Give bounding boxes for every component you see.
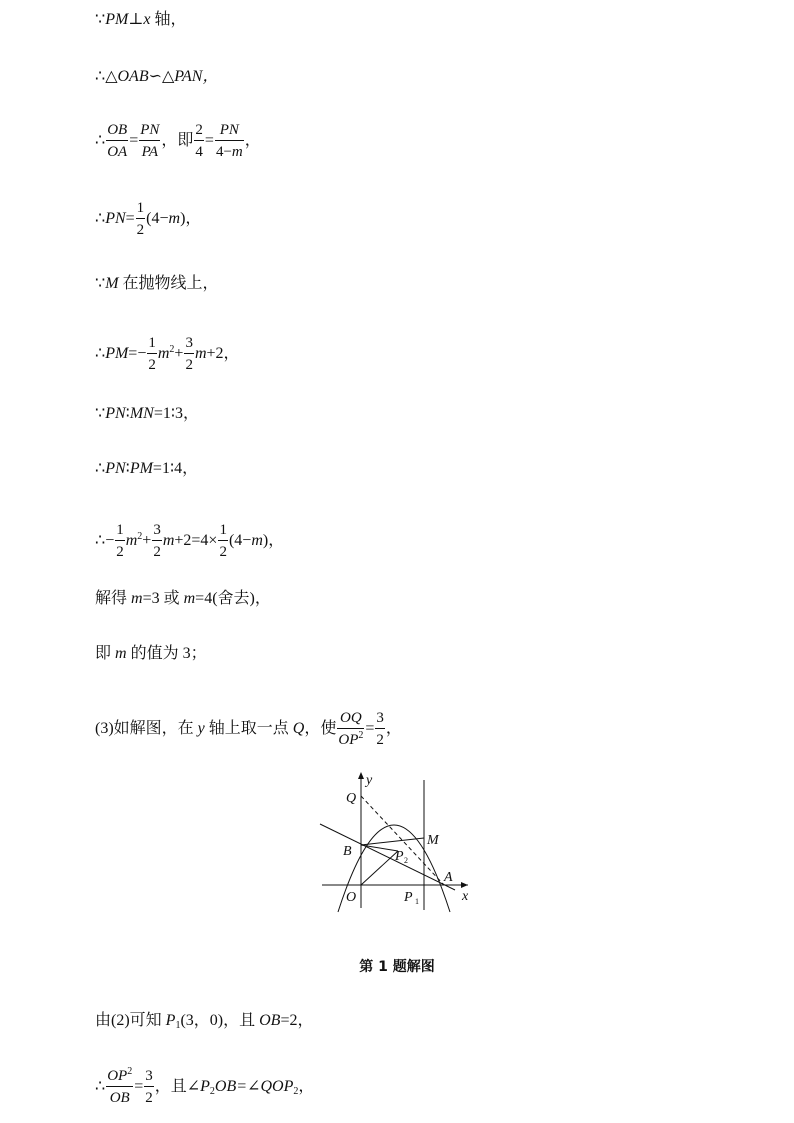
fraction: $\frac{PN}{PA}$ <box>140 122 160 160</box>
label-q: Q <box>346 791 357 806</box>
line-7: ∵PN∶MN=1∶3， <box>95 405 200 422</box>
fraction: $\frac{1}{2}$ <box>219 522 227 560</box>
line-1: ∵PM⊥x 轴， <box>95 11 187 28</box>
fraction: $\frac{3}{2}$ <box>145 1068 153 1106</box>
line-bp2 <box>361 845 398 851</box>
line-2: ∴△OAB∽△PAN， <box>95 68 219 85</box>
line-9: ∴− $\frac{1}{2}$ $m^2+$ $\frac{3}{2}$ m+2=4× $\frac{1}{2}$ (4−m)， <box>95 520 284 563</box>
line-11: 即 m 的值为 3； <box>95 645 207 662</box>
line-bm <box>361 838 424 845</box>
line-4: ∴PN= $\frac{1}{2}$ (4−m)， <box>95 198 201 241</box>
line-6: ∴PM=− $\frac{1}{2}$ $m^2+$ $\frac{3}{2}$ m+2， <box>95 333 240 376</box>
x-axis-arrow <box>461 882 468 888</box>
line-op2 <box>361 851 398 885</box>
fraction: $\frac{3}{2}$ <box>185 335 193 373</box>
fraction: $\frac{PN}{4-m}$ <box>215 122 243 160</box>
parabola-figure <box>300 766 480 916</box>
line-8: ∴PN∶PM=1∶4， <box>95 460 199 477</box>
line-3: ∴ $\frac{OB}{OA}$ = $\frac{PN}{PA}$ ，即 $\frac{2}{4}$ = $\frac{PN}{4-m}$ ， <box>95 120 261 163</box>
fraction: $\frac{OP^2}{OB}$ <box>107 1066 133 1106</box>
line-10: 解得 m=3 或 m=4(舍去)， <box>95 590 271 607</box>
label-p2-sub: 2 <box>404 856 408 865</box>
fraction: $\frac{OQ}{OP^2}$ <box>338 710 364 748</box>
line-14: ∴ $\frac{OP^2}{OB}$ = $\frac{3}{2}$ ，且$\angle P_2OB=\angle QOP_2$， <box>95 1066 314 1109</box>
fraction: $\frac{1}{2}$ <box>136 200 145 238</box>
label-b: B <box>343 844 352 859</box>
fraction: $\frac{OB}{OA}$ <box>107 122 128 160</box>
label-o: O <box>346 890 357 905</box>
fraction: $\frac{3}{2}$ <box>376 710 384 748</box>
line-12: (3)如解图，在 y 轴上取一点 Q，使 $\frac{OQ}{OP^2}$ = $\frac{3}{2}$ ， <box>95 708 402 751</box>
y-axis-arrow <box>358 772 364 779</box>
line-5: ∵M 在抛物线上， <box>95 275 219 292</box>
label-p2: P <box>395 849 404 864</box>
figure-caption: 第 1 题解图 <box>359 959 435 975</box>
line-13: 由(2)可知 $P_1(3$，0)，且 OB=2， <box>95 1012 314 1031</box>
label-a: A <box>444 870 453 885</box>
fraction: $\frac{3}{2}$ <box>153 522 161 560</box>
label-y: y <box>366 773 373 788</box>
label-m: M <box>427 833 439 848</box>
label-p1-sub: 1 <box>415 897 419 906</box>
fraction: $\frac{1}{2}$ <box>148 335 156 373</box>
fraction: $\frac{1}{2}$ <box>116 522 124 560</box>
fraction: $\frac{2}{4}$ <box>195 122 203 160</box>
label-p1: P <box>404 890 413 905</box>
label-x: x <box>462 889 469 904</box>
